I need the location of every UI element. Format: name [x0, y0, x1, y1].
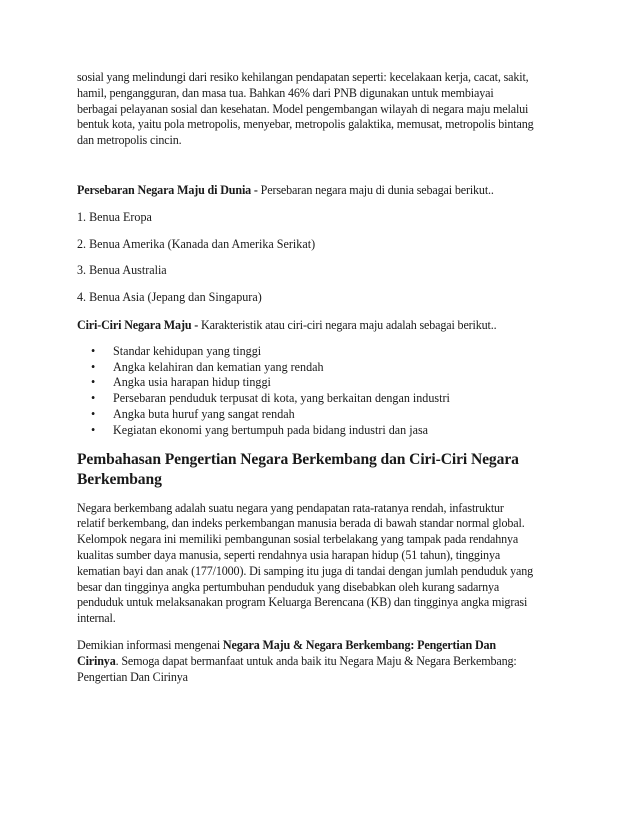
- berkembang-line: kematian bayi dan anak (177/1000). Di samping itu juga di tandai dengan jumlah penduduk yang: [77, 563, 534, 578]
- bullet-icon: •: [91, 375, 96, 390]
- berkembang-line: kualitas sumber daya manusia, seperti rendahnya usia harapan hidup (51 tahun), tingginya: [77, 547, 501, 562]
- closing-text: Demikian informasi mengenai: [77, 637, 223, 652]
- ciri-list: [77, 344, 569, 439]
- bullet-icon: •: [91, 422, 96, 437]
- berkembang-line: penduduk untuk melaksanakan program Keluarga Berencana (KB) dan tingginya angka migrasi: [77, 595, 528, 610]
- intro-line: sosial yang melindungi dari resiko kehilangan pendapatan seperti: kecelakaan kerja, cacat, sakit,: [77, 70, 529, 84]
- continent-item: 4. Benua Asia (Jepang dan Singapura): [77, 290, 262, 305]
- bullet-icon: •: [91, 343, 96, 358]
- persebaran-paragraph: [77, 183, 569, 199]
- berkembang-line: internal.: [77, 611, 116, 626]
- list-item: • Angka kelahiran dan kematian yang rendah: [91, 359, 324, 374]
- list-item: • Persebaran penduduk terpusat di kota, yang berkaitan dengan industri: [91, 391, 450, 406]
- ciri-paragraph: [77, 318, 569, 334]
- bullet-icon: •: [91, 391, 96, 406]
- ciri-title: Ciri-Ciri Negara Maju -: [77, 317, 199, 332]
- berkembang-line: Negara berkembang adalah suatu negara yang pendapatan rata-ratanya rendah, infastruktur: [77, 500, 504, 515]
- persebaran-text: Persebaran negara maju di dunia sebagai berikut..: [257, 182, 494, 197]
- continent-item: 2. Benua Amerika (Kanada dan Amerika Serikat): [77, 236, 316, 251]
- closing-bold-cirinya: Cirinya: [77, 653, 116, 668]
- section-heading: Pembahasan Pengertian Negara Berkembang dan Ciri-Ciri Negara Berkembang: [77, 450, 519, 488]
- continent-item: 1. Benua Eropa: [77, 209, 152, 224]
- closing-bold-title: Negara Maju & Negara Berkembang: Pengertian Dan: [222, 637, 496, 652]
- ciri-text: Karakteristik atau ciri-ciri negara maju adalah sebagai berikut..: [198, 317, 497, 332]
- closing-text: Pengertian Dan Cirinya: [77, 669, 188, 684]
- persebaran-title: Persebaran Negara Maju di Dunia -: [77, 182, 258, 197]
- berkembang-line: relatif berkembang, dan indeks perkembangan manusia berada di bawah standar normal global.: [77, 516, 525, 531]
- intro-line: dan metropolis cincin.: [77, 133, 182, 148]
- list-item: • Standar kehidupan yang tinggi: [91, 343, 262, 358]
- berkembang-paragraph: [77, 501, 569, 627]
- berkembang-line: besar dan tingginya angka pertumbuhan penduduk yang disebabkan oleh kurang sadarnya: [77, 579, 500, 594]
- intro-paragraph: [77, 70, 569, 149]
- bullet-icon: •: [91, 359, 96, 374]
- intro-line: hamil, pengangguran, dan masa tua. Bahkan 46% dari PNB digunakan untuk membiayai: [77, 85, 494, 100]
- closing-paragraph: [77, 638, 569, 685]
- berkembang-line: Kelompok negara ini memiliki pembangunan sosial terbelakang yang tampak pada rendahnya: [77, 532, 519, 547]
- list-item: • Angka usia harapan hidup tinggi: [91, 375, 271, 390]
- list-item: • Angka buta huruf yang sangat rendah: [91, 406, 295, 421]
- closing-text: . Semoga dapat bermanfaat untuk anda baik itu Negara Maju & Negara Berkembang:: [115, 653, 517, 668]
- document-page: [77, 70, 569, 685]
- intro-line: berbagai pelayanan sosial dan kesehatan. Model pengembangan wilayah di negara maju melalui: [77, 101, 529, 116]
- bullet-icon: •: [91, 406, 96, 421]
- list-item: • Kegiatan ekonomi yang bertumpuh pada bidang industri dan jasa: [91, 422, 429, 437]
- continent-item: 3. Benua Australia: [77, 263, 167, 278]
- intro-line: bentuk kota, yaitu pola metropolis, menyebar, metropolis galaktika, memusat, metropolis bintang: [77, 117, 534, 132]
